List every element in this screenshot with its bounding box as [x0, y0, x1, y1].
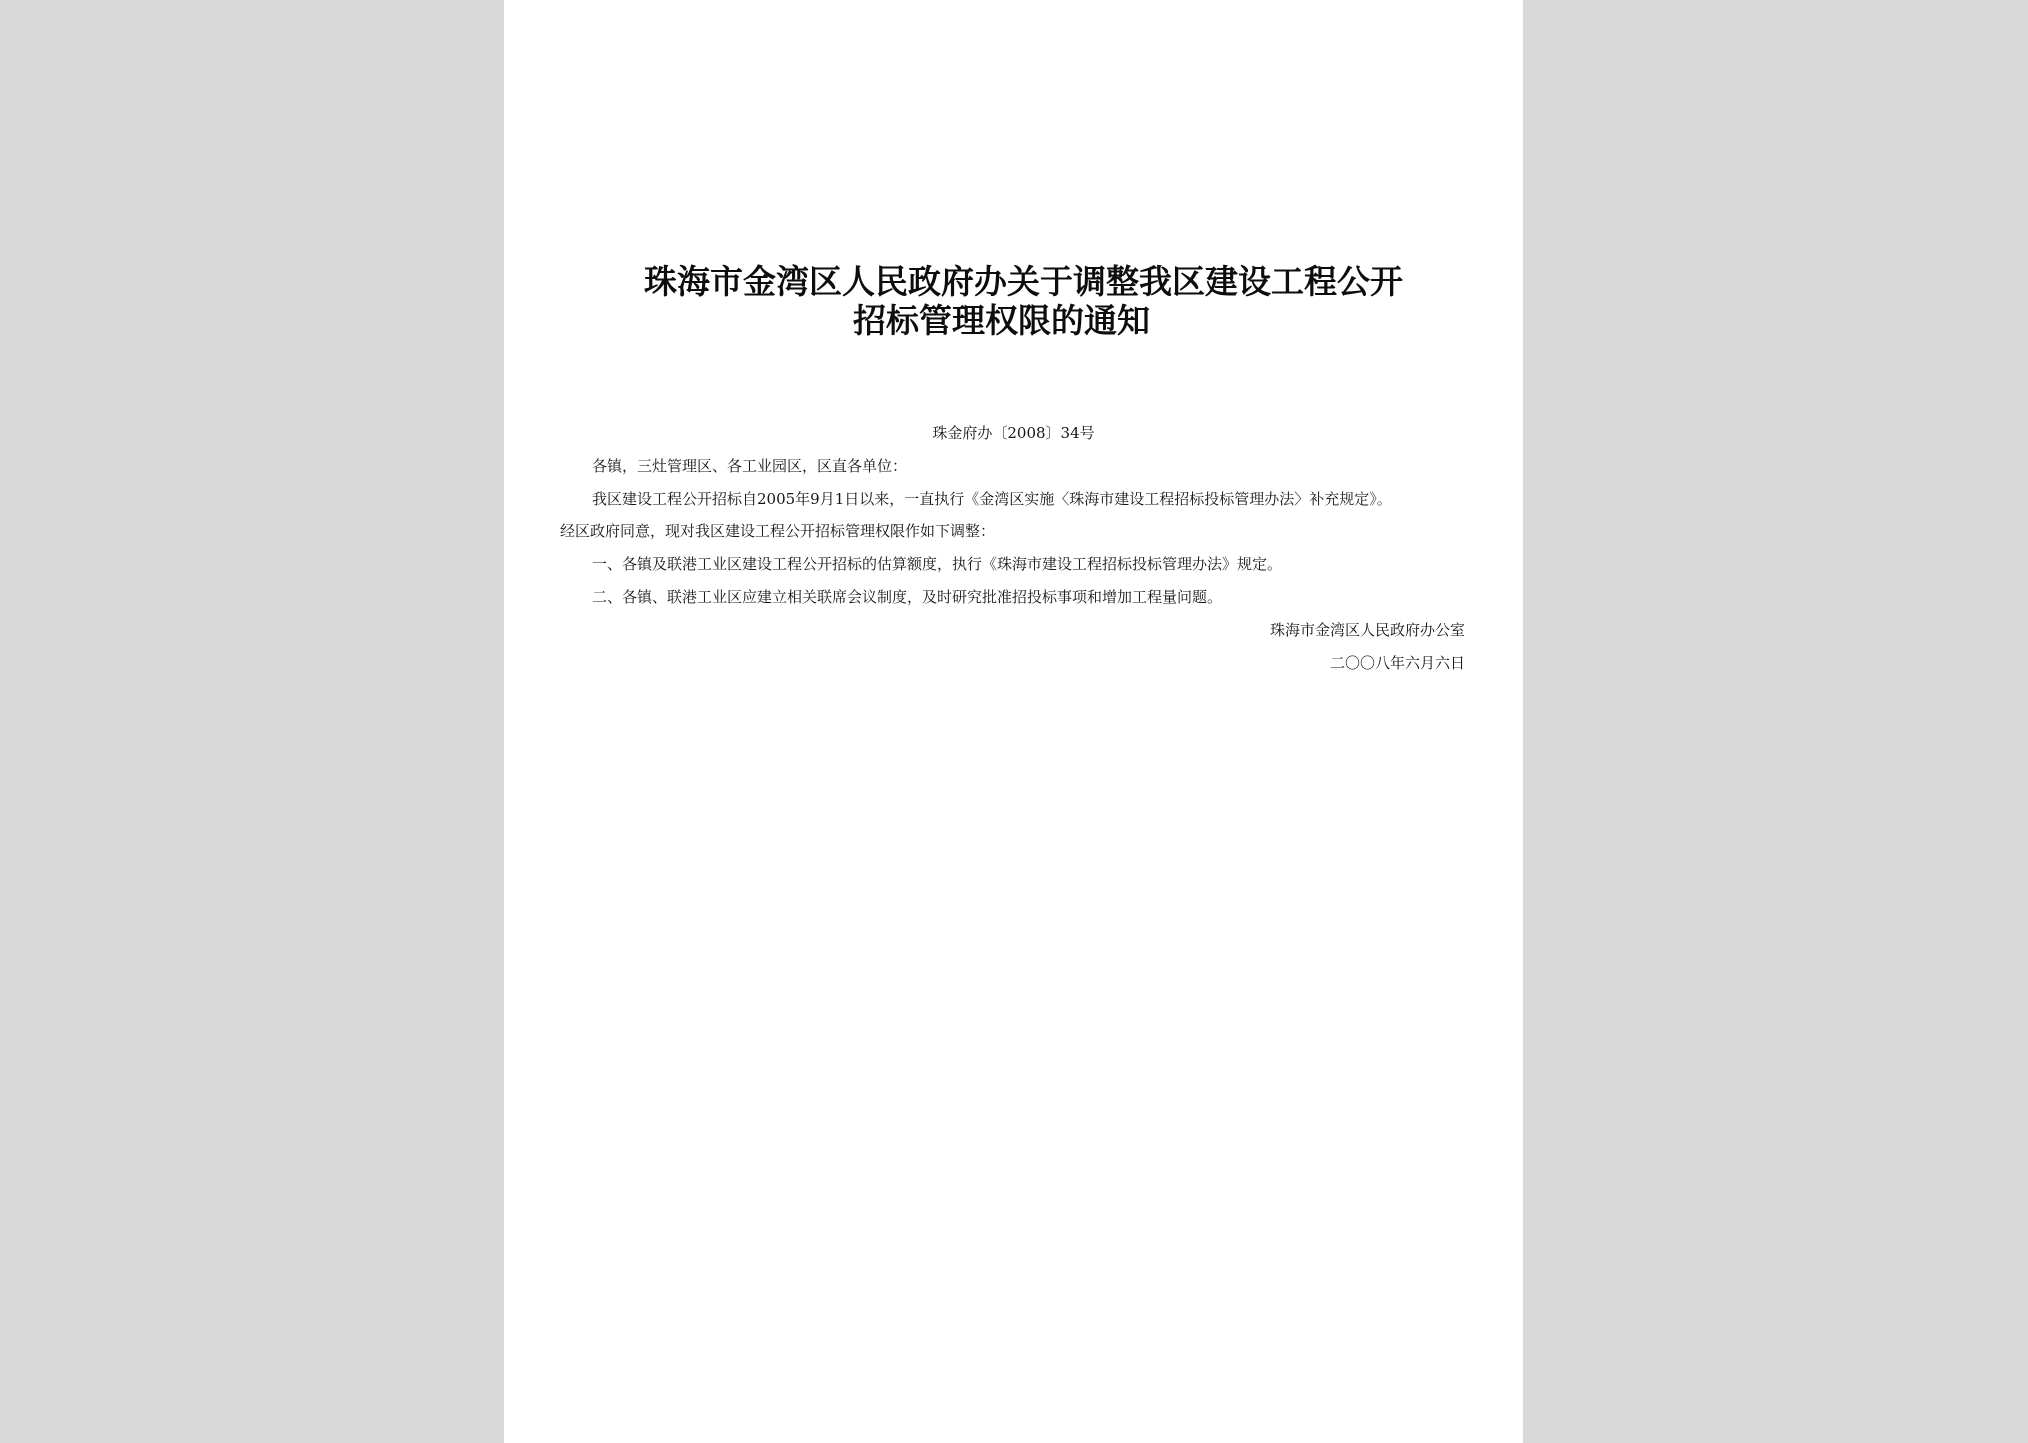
- greeting-line: 各镇，三灶管理区、各工业园区，区直各单位：: [592, 457, 908, 475]
- item-1: 一、各镇及联港工业区建设工程公开招标的估算额度，执行《珠海市建设工程招标投标管理办法》规定。: [592, 555, 1283, 573]
- signature-office: 珠海市金湾区人民政府办公室: [1269, 621, 1465, 639]
- document-number: 珠金府办〔2008〕34号: [932, 424, 1095, 442]
- document-title-line-2: 招标管理权限的通知: [853, 301, 1150, 340]
- item-2: 二、各镇、联港工业区应建立相关联席会议制度，及时研究批准招投标事项和增加工程量问题。: [592, 588, 1223, 606]
- signature-date: 二〇〇八年六月六日: [1329, 654, 1465, 672]
- document-title-line-1: 珠海市金湾区人民政府办关于调整我区建设工程公开: [644, 262, 1403, 301]
- document-page: [504, 0, 1523, 1443]
- paragraph-1-line-2: 经区政府同意，现对我区建设工程公开招标管理权限作如下调整：: [560, 522, 996, 540]
- paragraph-1-line-1: 我区建设工程公开招标自2005年9月1日以来，一直执行《金湾区实施〈珠海市建设工程招标投标管理办法〉补充规定》。: [592, 490, 1392, 508]
